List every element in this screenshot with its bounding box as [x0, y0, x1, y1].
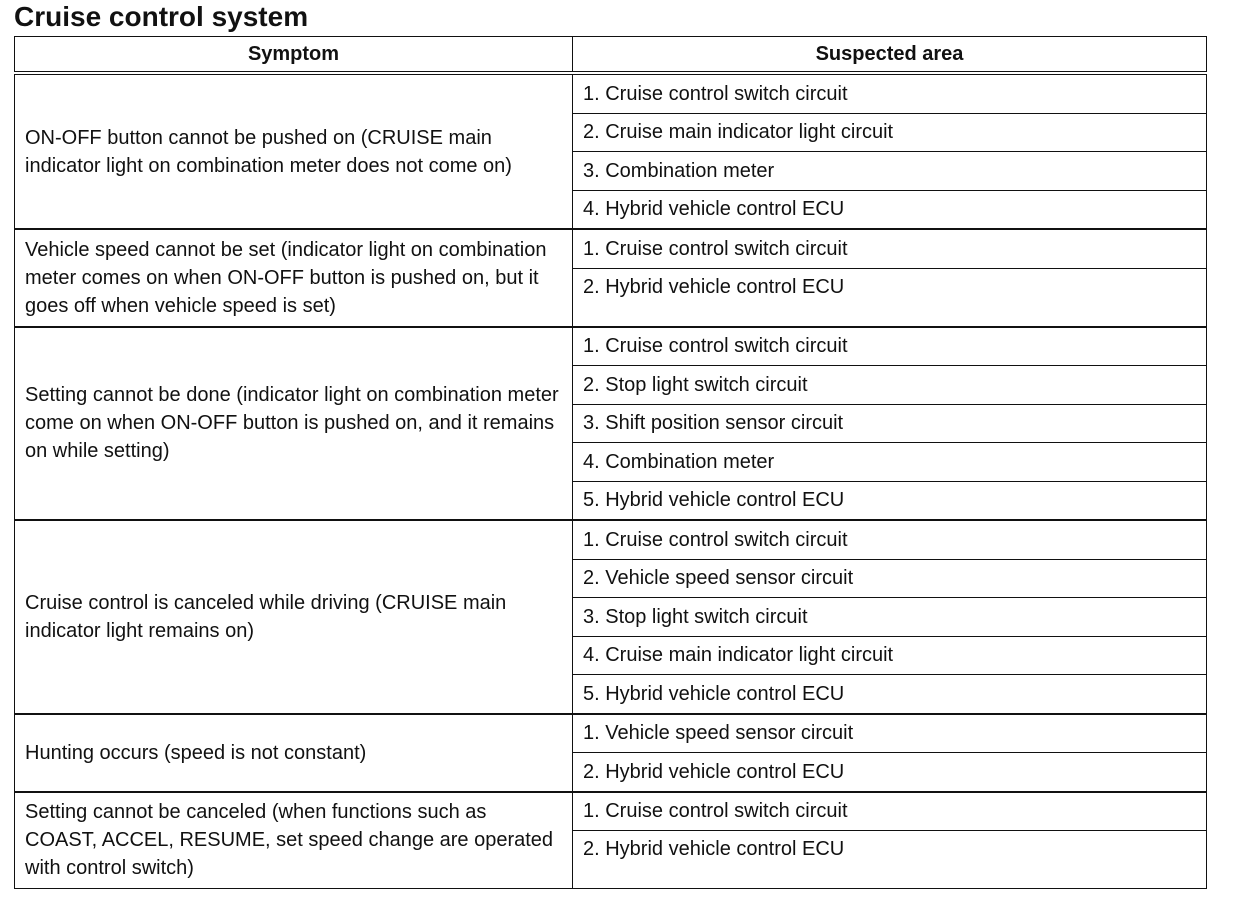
- symptom-column-header: Symptom: [15, 37, 573, 74]
- suspected-area-cell: 1. Cruise control switch circuit: [573, 327, 1207, 366]
- table-header-row: [15, 37, 1207, 74]
- suspected-area-cell: 4. Combination meter: [573, 443, 1207, 482]
- table-row: [15, 327, 1207, 366]
- page-title: Cruise control system: [14, 1, 309, 32]
- suspected-area-cell: 3. Stop light switch circuit: [573, 598, 1207, 637]
- suspected-area-cell: 2. Cruise main indicator light circuit: [573, 113, 1207, 152]
- symptom-table: [14, 36, 1207, 889]
- suspected-area-cell: 2. Stop light switch circuit: [573, 366, 1207, 405]
- suspected-area-cell: 2. Hybrid vehicle control ECU: [573, 753, 1207, 792]
- symptom-cell: Cruise control is canceled while driving (CRUISE main indicator light remains on): [15, 520, 573, 714]
- suspected-area-cell: 2. Hybrid vehicle control ECU: [573, 268, 1207, 327]
- symptom-cell: Setting cannot be done (indicator light on combination meter come on when ON-OFF button is pushed on, and it remains on while setting): [15, 327, 573, 521]
- symptom-cell: ON-OFF button cannot be pushed on (CRUISE main indicator light on combination meter does not come on): [15, 73, 573, 229]
- symptom-cell: Vehicle speed cannot be set (indicator light on combination meter comes on when ON-OFF button is pushed on, but it goes off when vehicle speed is set): [15, 229, 573, 327]
- symptom-cell: Hunting occurs (speed is not constant): [15, 714, 573, 792]
- suspected-area-cell: 1. Cruise control switch circuit: [573, 229, 1207, 268]
- suspected-area-cell: 5. Hybrid vehicle control ECU: [573, 675, 1207, 714]
- table-row: [15, 714, 1207, 753]
- table-row: [15, 73, 1207, 113]
- suspected-area-cell: 3. Combination meter: [573, 152, 1207, 191]
- table-row: [15, 229, 1207, 268]
- suspected-area-cell: 5. Hybrid vehicle control ECU: [573, 481, 1207, 520]
- suspected-area-column-header: Suspected area: [573, 37, 1207, 74]
- suspected-area-cell: 1. Cruise control switch circuit: [573, 792, 1207, 831]
- suspected-area-cell: 1. Vehicle speed sensor circuit: [573, 714, 1207, 753]
- symptom-cell: Setting cannot be canceled (when functions such as COAST, ACCEL, RESUME, set speed change are operated with control switch): [15, 792, 573, 889]
- suspected-area-cell: 4. Hybrid vehicle control ECU: [573, 190, 1207, 229]
- suspected-area-cell: 2. Vehicle speed sensor circuit: [573, 559, 1207, 598]
- suspected-area-cell: 1. Cruise control switch circuit: [573, 73, 1207, 113]
- suspected-area-cell: 3. Shift position sensor circuit: [573, 404, 1207, 443]
- table-row: [15, 520, 1207, 559]
- table-row: [15, 792, 1207, 831]
- suspected-area-cell: 4. Cruise main indicator light circuit: [573, 636, 1207, 675]
- suspected-area-cell: 1. Cruise control switch circuit: [573, 520, 1207, 559]
- suspected-area-cell: 2. Hybrid vehicle control ECU: [573, 831, 1207, 889]
